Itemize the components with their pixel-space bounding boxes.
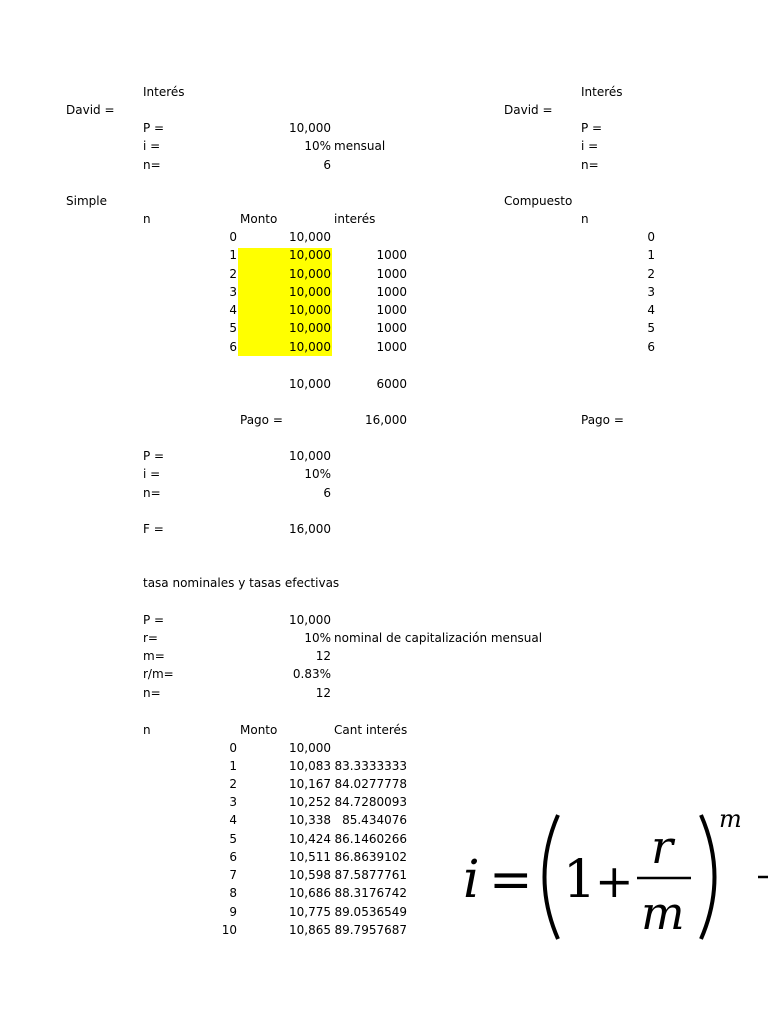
table-cell-monto: 10,083 [289,759,331,773]
table-cell-n: 4 [647,303,655,317]
left-i-note: mensual [334,139,386,153]
table-cell-n: 0 [229,741,237,755]
table-cell-interes: 89.7957687 [334,923,407,937]
left-i-label: i = [143,139,161,153]
i2-label: i = [143,467,161,481]
table-cell-interes: 1000 [376,340,407,354]
simple-total-interes: 6000 [376,377,407,391]
left-n-label: n= [143,158,161,172]
table-cell-interes: 88.3176742 [334,886,407,900]
table-cell-n: 0 [647,230,655,244]
nominal-rm-value: 0.83% [292,667,331,681]
table-cell-n: 2 [229,267,237,281]
i2-value: 10% [304,467,331,481]
table-cell-monto: 10,775 [289,905,331,919]
table-cell-n: 0 [229,230,237,244]
nominal-col-monto: Monto [240,723,278,737]
table-cell-n: 2 [229,777,237,791]
nominal-m-label: m= [143,649,165,663]
nominal-col-interes: Cant interés [334,723,408,737]
table-cell-n: 1 [229,759,237,773]
table-cell-monto: 10,000 [289,303,331,317]
table-cell-n: 5 [229,832,237,846]
p2-value: 10,000 [289,449,331,463]
left-david-label: David = [66,103,115,117]
table-cell-interes: 84.7280093 [334,795,407,809]
table-cell-monto: 10,167 [289,777,331,791]
formula-plus: + [595,854,634,908]
table-cell-interes: 83.3333333 [334,759,407,773]
n2-label: n= [143,486,161,500]
table-cell-n: 4 [229,813,237,827]
table-cell-interes: 86.1460266 [334,832,407,846]
formula-one: 1 [563,850,597,910]
formula-exponent: m [719,805,742,833]
nominal-r-value: 10% [304,631,331,645]
nominal-n-value: 12 [315,686,331,700]
nominal-p-value: 10,000 [289,613,331,627]
table-cell-n: 10 [221,923,237,937]
right-paren [701,815,715,939]
table-cell-monto: 10,686 [289,886,331,900]
table-cell-n: 3 [647,285,655,299]
left-header: Interés [143,85,185,99]
formula-r: r [651,820,673,874]
table-cell-monto: 10,424 [289,832,331,846]
table-cell-interes: 1000 [376,285,407,299]
formula-equals: = [489,850,533,910]
left-p-value: 10,000 [289,121,331,135]
nominal-rm-label: r/m= [143,667,174,681]
table-cell-monto: 10,000 [289,248,331,262]
nominal-n-label: n= [143,686,161,700]
left-i-value: 10% [304,139,331,153]
right-david-label: David = [504,103,553,117]
table-cell-interes: 84.0277778 [334,777,407,791]
table-cell-monto: 10,000 [289,340,331,354]
table-cell-n: 8 [229,886,237,900]
effective-rate-formula [455,805,768,950]
right-p-label: P = [581,121,603,135]
table-cell-monto: 10,000 [289,741,331,755]
compuesto-title: Compuesto [504,194,573,208]
right-n-label: n= [581,158,599,172]
table-cell-monto: 10,598 [289,868,331,882]
simple-col-n: n [143,212,151,226]
nominal-title: tasa nominales y tasas efectivas [143,576,340,590]
table-cell-n: 6 [647,340,655,354]
table-cell-n: 1 [647,248,655,262]
f-value: 16,000 [289,522,331,536]
table-cell-monto: 10,338 [289,813,331,827]
nominal-m-value: 12 [315,649,331,663]
nominal-p-label: P = [143,613,165,627]
table-cell-interes: 85.434076 [342,813,407,827]
simple-title: Simple [66,194,107,208]
table-cell-interes: 87.5877761 [334,868,407,882]
table-cell-monto: 10,000 [289,321,331,335]
table-cell-n: 7 [229,868,237,882]
left-p-label: P = [143,121,165,135]
table-cell-interes: 1000 [376,248,407,262]
nominal-r-note: nominal de capitalización mensual [334,631,543,645]
right-pago-label: Pago = [581,413,624,427]
p2-label: P = [143,449,165,463]
n2-value: 6 [323,486,331,500]
left-n-value: 6 [323,158,331,172]
table-cell-monto: 10,865 [289,923,331,937]
table-cell-interes: 1000 [376,303,407,317]
table-cell-n: 4 [229,303,237,317]
f-label: F = [143,522,164,536]
table-cell-n: 2 [647,267,655,281]
table-cell-n: 9 [229,905,237,919]
table-cell-n: 6 [229,340,237,354]
table-cell-interes: 1000 [376,321,407,335]
right-i-label: i = [581,139,599,153]
table-cell-n: 5 [647,321,655,335]
table-cell-interes: 89.0536549 [334,905,407,919]
table-cell-monto: 10,511 [289,850,331,864]
table-cell-monto: 10,000 [289,285,331,299]
simple-col-interes: interés [334,212,376,226]
table-cell-interes: 1000 [376,267,407,281]
pago-label: Pago = [240,413,283,427]
nominal-r-label: r= [143,631,158,645]
table-cell-n: 6 [229,850,237,864]
pago-value: 16,000 [365,413,407,427]
table-cell-monto: 10,252 [289,795,331,809]
formula-m: m [641,886,685,940]
right-header: Interés [581,85,623,99]
compuesto-col-n: n [581,212,589,226]
left-paren [545,815,559,939]
table-cell-n: 1 [229,248,237,262]
table-cell-monto: 10,000 [289,230,331,244]
simple-total-monto: 10,000 [289,377,331,391]
table-cell-interes: 86.8639102 [334,850,407,864]
table-cell-n: 3 [229,285,237,299]
nominal-col-n: n [143,723,151,737]
table-cell-n: 3 [229,795,237,809]
formula-i: i [463,850,480,910]
table-cell-monto: 10,000 [289,267,331,281]
table-cell-n: 5 [229,321,237,335]
simple-col-monto: Monto [240,212,278,226]
